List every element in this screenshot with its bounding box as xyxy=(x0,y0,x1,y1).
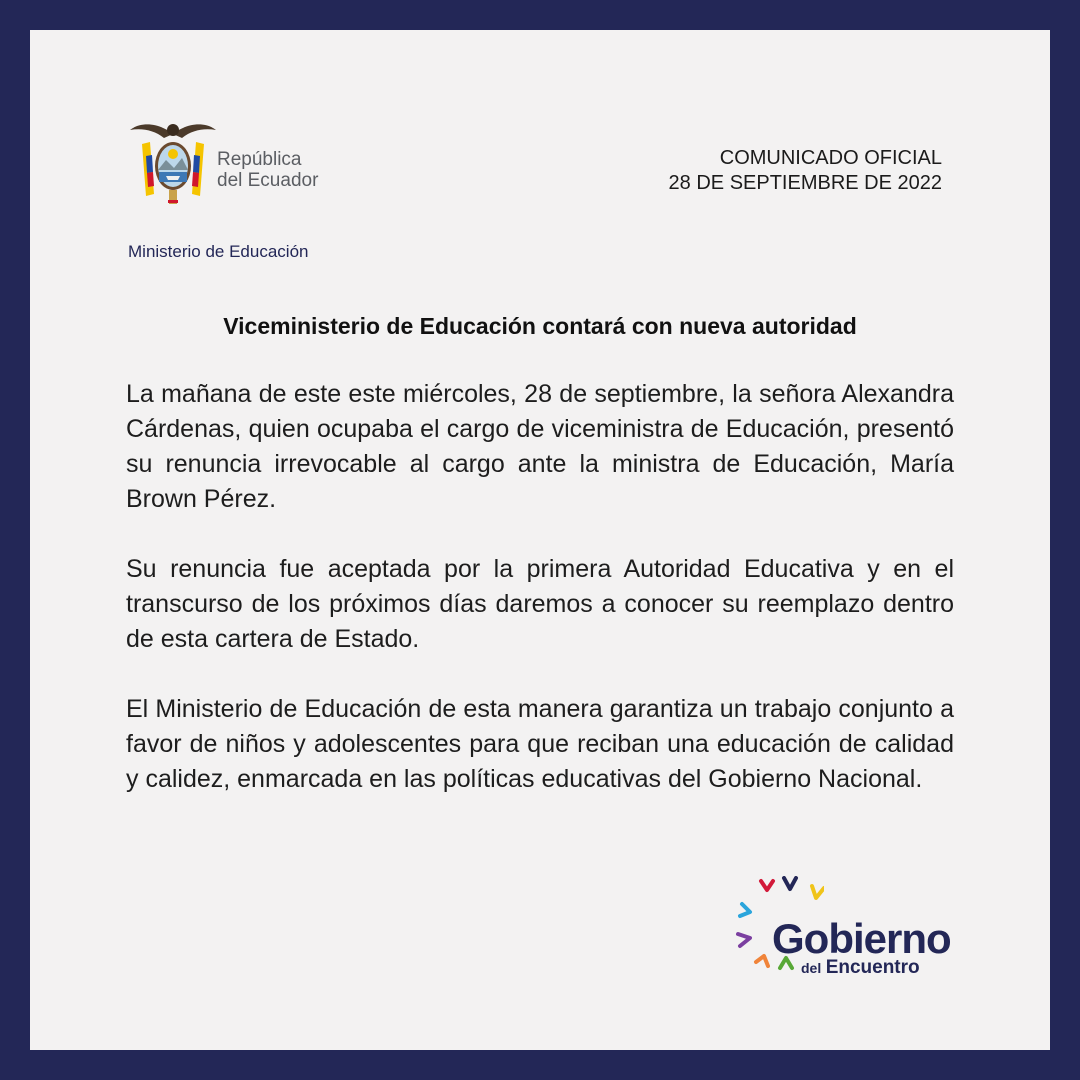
communique-label: COMUNICADO OFICIAL xyxy=(719,147,942,169)
communique-date: 28 DE SEPTIEMBRE DE 2022 xyxy=(668,172,942,194)
gobierno-sub-encuentro: Encuentro xyxy=(825,957,920,978)
communique-header xyxy=(669,146,942,196)
paragraph-2: Su renuncia fue aceptada por la primera Autoridad Educativa y en el transcurso de los próximos días daremos a conocer su reemplazo dentro de esta cartera de Estado. xyxy=(126,555,954,653)
republic-line-1: República xyxy=(217,149,302,170)
article-body xyxy=(126,377,954,832)
paragraph-3: El Ministerio de Educación de esta manera garantiza un trabajo conjunto a favor de niños y adolescentes para que reciban una educación de calidad y calidez, enmarcada en las políticas educativas del Gobierno Nacional. xyxy=(126,695,954,793)
gobierno-sub-del: del xyxy=(801,960,822,976)
paragraph-1: La mañana de este este miércoles, 28 de septiembre, la señora Alexandra Cárdenas, quien ocupaba el cargo de viceministra de Educación, presentó su renuncia irrevocable al cargo ante la ministra de Educación, María Brown Pérez. xyxy=(126,380,954,513)
republic-logotype xyxy=(217,149,318,191)
headline: Viceministerio de Educación contará con nueva autoridad xyxy=(223,313,857,339)
ministry-name: Ministerio de Educación xyxy=(128,242,309,261)
republic-line-2: del Ecuador xyxy=(217,170,319,191)
gobierno-subtitle xyxy=(801,957,920,979)
ecuador-coat-of-arms-icon xyxy=(128,116,218,212)
document-sheet xyxy=(30,30,1050,1050)
gobierno-wordmark: Gobierno xyxy=(772,915,951,962)
